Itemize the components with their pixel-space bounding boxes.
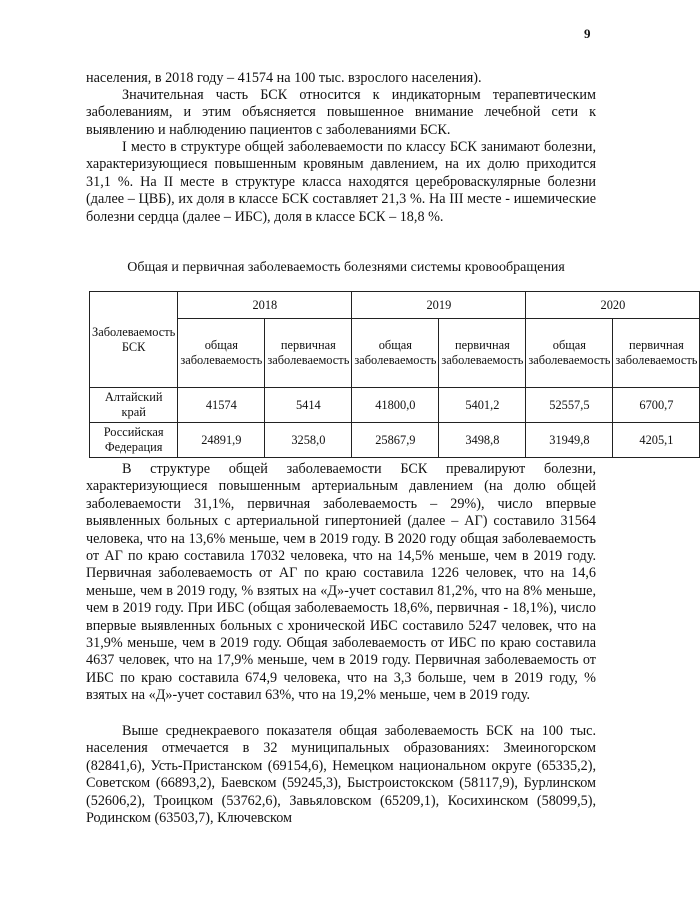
table-cell: 5414 [265, 388, 352, 423]
row-label: Российская Федерация [90, 423, 178, 458]
paragraph-municipalities: Выше среднекраевого показателя общая заболеваемость БСК на 100 тыс. населения отмечается в 32 муниципальных образованиях: Змеиногорском (82841,6), Усть-Пристанском (69154,6), Немецком национальном округе (65335,2), Советском (66893,2), Баевском (59245,3), Быстроистокском (58117,9), Бурлинском (52606,2), Троицком (53762,6), Завьяловском (65209,1), Косихинском (58099,5), Родинском (63503,7), Ключевском [86, 723, 596, 827]
paragraph-structure-ranking: I место в структуре общей заболеваемости по классу БСК занимают болезни, характеризующиеся повышенным кровяным давлением, на их долю приходится 31,1 %. На II месте в структуре класса находятся цереброваскулярные болезни (далее – ЦВБ), их доля в классе БСК составляет 21,3 %. На III месте - ишемические болезни сердца (далее – ИБС), доля в классе БСК – 18,8 %. [86, 139, 596, 225]
table-cell: 6700,7 [613, 388, 700, 423]
table-subheader-row [90, 319, 700, 388]
row-label: Алтайский край [90, 388, 178, 423]
table-cell: 25867,9 [352, 423, 439, 458]
table-title: Общая и первичная заболеваемость болезнями системы кровообращения [127, 260, 565, 275]
table-cell: 41574 [178, 388, 265, 423]
subheader-cell: первичная заболеваемость [613, 319, 700, 388]
table-cell: 5401,2 [439, 388, 526, 423]
year-header: 2018 [178, 292, 352, 319]
subheader-cell: первичная заболеваемость [439, 319, 526, 388]
subheader-cell: первичная заболеваемость [265, 319, 352, 388]
table-cell: 3258,0 [265, 423, 352, 458]
corner-header: Заболеваемость БСК [90, 292, 178, 388]
year-header: 2019 [352, 292, 526, 319]
subheader-cell: общая заболеваемость [178, 319, 265, 388]
page-number: 9 [584, 26, 591, 41]
table-cell: 24891,9 [178, 423, 265, 458]
subheader-cell: общая заболеваемость [526, 319, 613, 388]
table-row [90, 423, 700, 458]
table-cell: 41800,0 [352, 388, 439, 423]
paragraph-bsk-indicator: Значительная часть БСК относится к индикаторным терапевтическим заболеваниям, и этим объясняется повышенное внимание лечебной сети к выявлению и наблюдению пациентов с заболеваниями БСК. [86, 87, 596, 138]
morbidity-table [89, 291, 700, 458]
paragraph-continuation: населения, в 2018 году – 41574 на 100 тыс. взрослого населения). [86, 70, 482, 86]
paragraph-hypertension-ihd: В структуре общей заболеваемости БСК превалируют болезни, характеризующиеся повышенным артериальным давлением (на долю общей заболеваемости 31,1%, первичная заболеваемость – 29%), число впервые выявленных больных с артериальной гипертонией (далее – АГ) составило 31564 человека, что на 13,6% меньше, чем в 2019 году. В 2020 году общая заболеваемость от АГ по краю составила 17032 человека, что на 14,5% меньше, чем в 2019 году. Первичная заболеваемость от АГ по краю составила 1226 человек, что на 14,6 меньше, чем в 2019 году, % взятых на «Д»-учет составил 81,2%, что на 8% меньше, чем в 2019 году. При ИБС (общая заболеваемость 18,6%, первичная - 18,1%), число впервые выявленных больных с хронической ИБС составило 5247 человек, что на 31,9% меньше, чем в 2019 году. Общая заболеваемость от ИБС по краю составила 4637 человек, что на 17,9% меньше, чем в 2019 году. Первичная заболеваемость от ИБС по краю составила 674,9 человека, что на 3,3 больше, чем в 2019 году, % взятых на «Д»-учет составил 63%, что на 19,2% меньше, чем в 2019 году. [86, 461, 596, 704]
table-cell: 52557,5 [526, 388, 613, 423]
table-cell: 31949,8 [526, 423, 613, 458]
subheader-cell: общая заболеваемость [352, 319, 439, 388]
year-header: 2020 [526, 292, 700, 319]
table-cell: 4205,1 [613, 423, 700, 458]
table-cell: 3498,8 [439, 423, 526, 458]
table-year-header-row [90, 292, 700, 319]
table-row [90, 388, 700, 423]
